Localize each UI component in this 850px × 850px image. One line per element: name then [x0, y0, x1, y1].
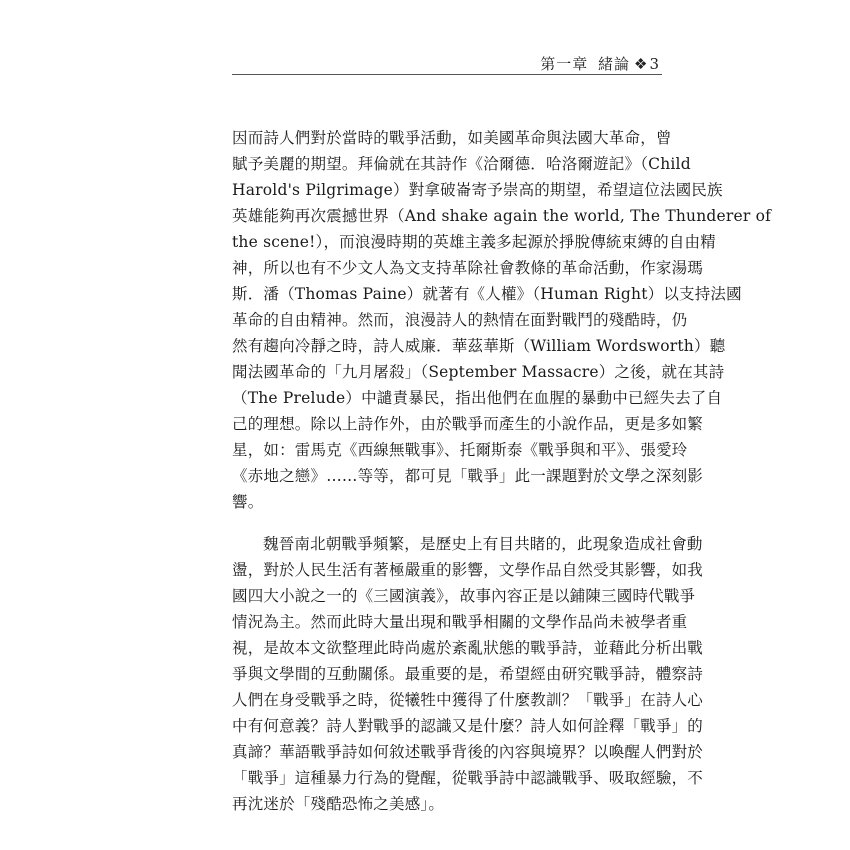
text-line: 真諦？華語戰爭詩如何敘述戰爭背後的內容與境界？以喚醒人們對於: [232, 743, 704, 761]
paragraph: [232, 125, 772, 515]
chapter-label: 第一章: [540, 55, 589, 73]
text-line: the scene!），而浪漫時期的英雄主義多起源於掙脫傳統束縛的自由精: [232, 233, 716, 251]
text-line: 「戰爭」這種暴力行為的覺醒，從戰爭詩中認識戰爭、吸取經驗，不: [232, 769, 704, 787]
text-line: 爭與文學間的互動關係。最重要的是，希望經由研究戰爭詩，體察詩: [232, 665, 704, 683]
text-line: （The Prelude）中譴責暴民，指出他們在血腥的暴動中已經失去了自: [232, 389, 723, 407]
running-header: [536, 53, 660, 74]
page-number: 3: [649, 55, 660, 73]
text-line: 再沈迷於「殘酷恐怖之美感」。: [232, 795, 445, 813]
text-line: 國四大小說之一的《三國演義》，故事內容正是以鋪陳三國時代戰爭: [232, 587, 696, 605]
header-rule: [232, 74, 662, 75]
section-label: 緒論: [597, 55, 630, 73]
text-line: Harold's Pilgrimage）對拿破崙寄予崇高的期望，希望這位法國民族: [232, 181, 723, 199]
text-line: 星，如：雷馬克《西線無戰事》、托爾斯泰《戰爭與和平》、張愛玲: [232, 441, 688, 459]
text-line: 情況為主。然而此時大量出現和戰爭相關的文學作品尚未被學者重: [232, 613, 688, 631]
text-line: 《赤地之戀》……等等，都可見「戰爭」此一課題對於文學之深刻影: [232, 467, 704, 485]
text-line: 神，所以也有不少文人為文支持革除社會教條的革命活動，作家湯瑪: [232, 259, 704, 277]
text-line: 盪，對於人民生活有著極嚴重的影響，文學作品自然受其影響，如我: [232, 561, 704, 579]
paragraph-gap: [232, 515, 662, 531]
text-line: 中有何意義？詩人對戰爭的認識又是什麼？詩人如何詮釋「戰爭」的: [232, 717, 704, 735]
text-line: 己的理想。除以上詩作外，由於戰爭而產生的小說作品，更是多如繁: [232, 415, 704, 433]
text-line: 響。: [232, 493, 264, 511]
text-line: 斯．潘（Thomas Paine）就著有《人權》（Human Right）以支持法國: [232, 285, 742, 303]
paragraph: [232, 531, 704, 817]
ornament-icon: ❖: [634, 55, 649, 73]
text-line: 英雄能夠再次震撼世界（And shake again the world, The Thunderer of: [232, 207, 772, 225]
text-line: 聞法國革命的「九月屠殺」（September Massacre）之後，就在其詩: [232, 363, 725, 381]
text-line: 因而詩人們對於當時的戰爭活動，如美國革命與法國大革命，曾: [232, 129, 672, 147]
text-line: 然有趨向冷靜之時，詩人威廉．華茲華斯（William Wordsworth）聽: [232, 337, 726, 355]
text-line: 魏晉南北朝戰爭頻繁，是歷史上有目共睹的，此現象造成社會動: [263, 535, 703, 553]
text-line: 革命的自由精神。然而，浪漫詩人的熱情在面對戰鬥的殘酷時，仍: [232, 311, 688, 329]
text-line: 人們在身受戰爭之時，從犧牲中獲得了什麼教訓？「戰爭」在詩人心: [232, 691, 704, 709]
body-text: [232, 125, 772, 817]
text-line: 賦予美麗的期望。拜倫就在其詩作《洽爾德．哈洛爾遊記》（Child: [232, 155, 691, 173]
text-line: 視，是故本文欲整理此時尚處於紊亂狀態的戰爭詩，並藉此分析出戰: [232, 639, 704, 657]
